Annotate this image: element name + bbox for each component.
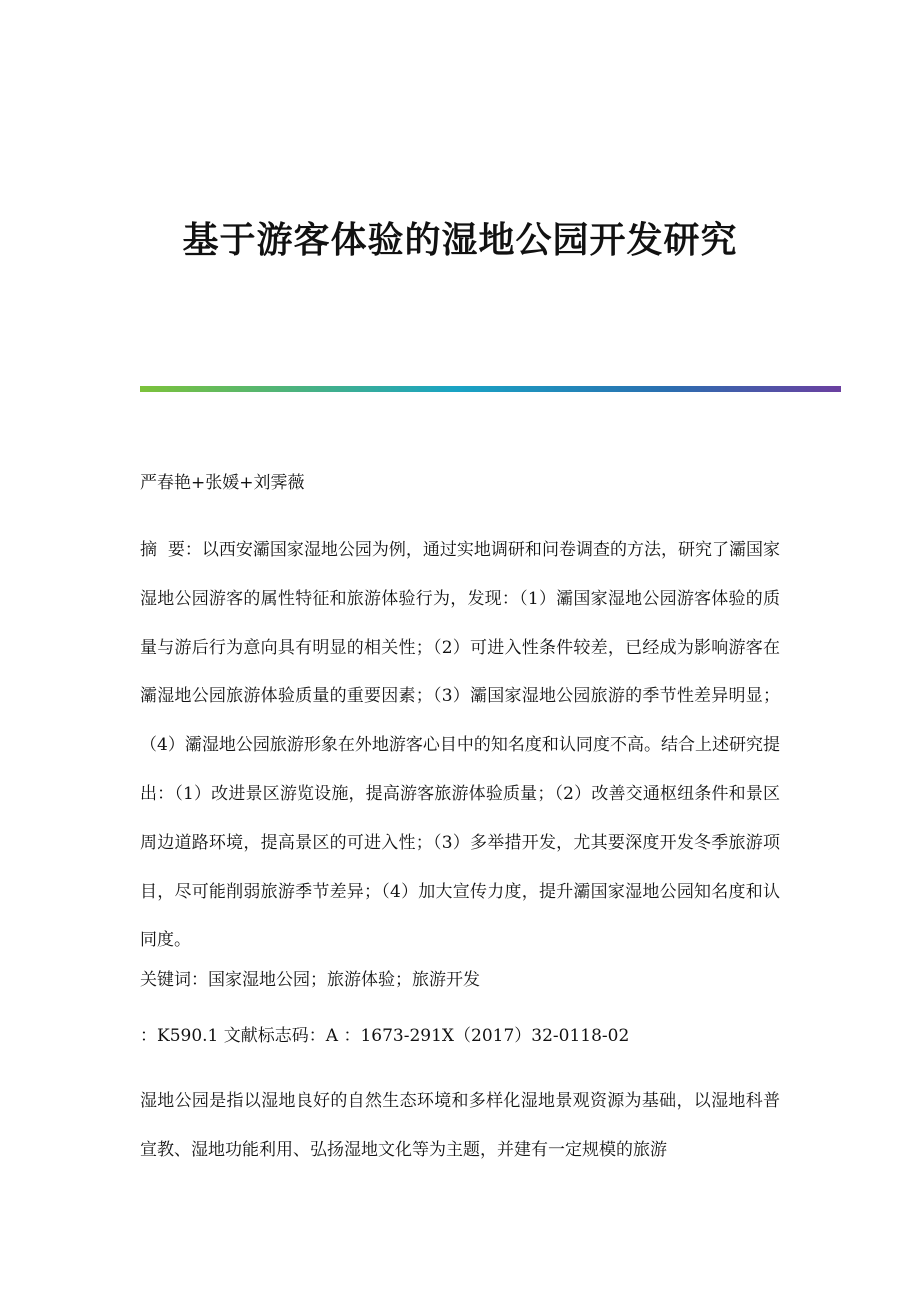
classification-line: ：K590.1 文献标志码：A ：1673-291X（2017）32-0118-02 [140, 1026, 630, 1046]
authors: 严春艳+张媛+刘霁薇 [140, 473, 305, 493]
body-paragraph: 湿地公园是指以湿地良好的自然生态环境和多样化湿地景观资源为基础，以湿地科普宣教、湿地功能利用、弘扬湿地文化等为主题，并建有一定规模的旅游 [140, 1091, 780, 1160]
keywords-label: 关键词： [140, 970, 208, 990]
abstract-text: 以西安灞国家湿地公园为例，通过实地调研和问卷调查的方法，研究了灞国家湿地公园游客的属性特征和旅游体验行为，发现：（1）灞国家湿地公园游客体验的质量与游后行为意向具有明显的相关性；（2）可进入性条件较差，已经成为影响游客在灞湿地公园旅游体验质量的重要因素；（3）灞国家湿地公园旅游的季节性差异明显；（4）灞湿地公园旅游形象在外地游客心目中的知名度和认同度不高。结合上述研究提出：（1）改进景区游览设施，提高游客旅游体验质量；（2）改善交通枢纽条件和景区周边道路环境，提高景区的可进入性；（3）多举措开发，尤其要深度开发冬季旅游项目，尽可能削弱旅游季节差异；（4）加大宣传力度，提升灞国家湿地公园知名度和认同度。 [140, 540, 781, 951]
document-title: 基于游客体验的湿地公园开发研究 [182, 219, 738, 261]
keywords [140, 968, 780, 992]
abstract [140, 526, 780, 965]
title-divider [140, 386, 841, 392]
keywords-text: 国家湿地公园；旅游体验；旅游开发 [208, 970, 480, 990]
abstract-label: 摘 要： [140, 540, 202, 560]
